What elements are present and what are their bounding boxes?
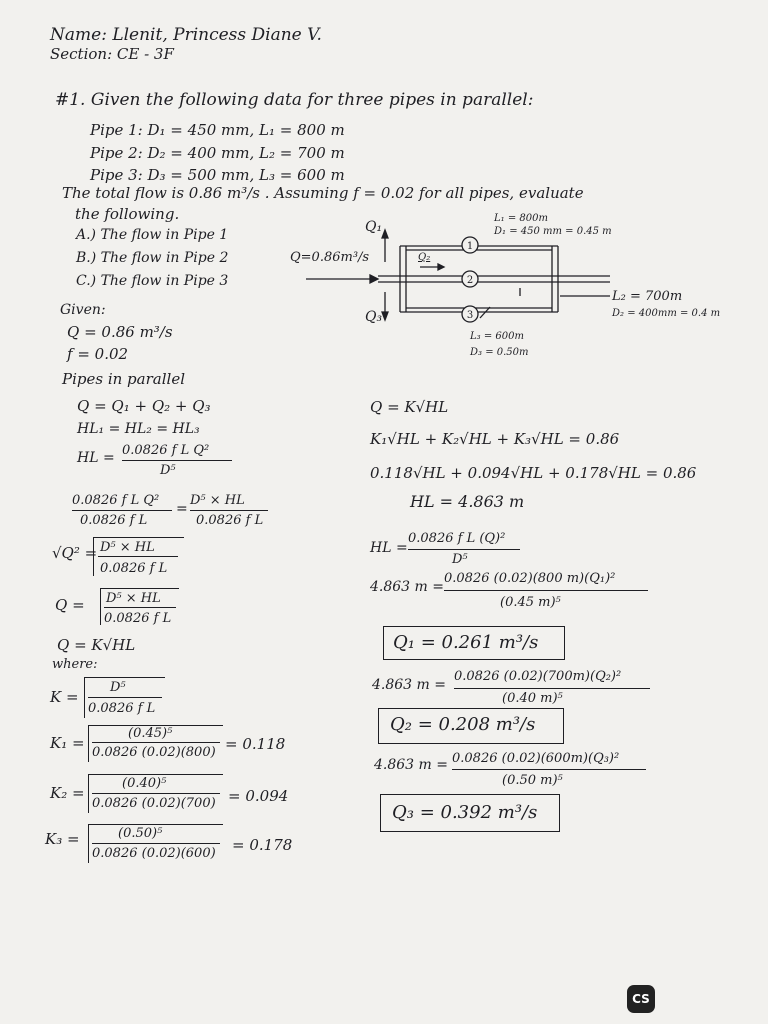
k1-bar xyxy=(92,742,220,743)
root-q2-bar xyxy=(98,556,178,557)
hl-formula-lhs: HL = xyxy=(77,450,115,466)
right-hl-bar xyxy=(408,549,520,550)
q3-equation-den: (0.50 m)⁵ xyxy=(502,773,563,788)
q2-equation-den: (0.40 m)⁵ xyxy=(502,691,563,706)
hl-formula-den: D⁵ xyxy=(160,463,176,478)
pipe-3-data: Pipe 3: D₃ = 500 mm, L₃ = 600 m xyxy=(90,166,345,184)
rearrange-lhs-num: 0.0826 f L Q² xyxy=(72,493,160,508)
rearrange-rhs-den: 0.0826 f L xyxy=(196,513,264,528)
q2-label: Q₂ xyxy=(418,252,431,263)
k-definition-bar xyxy=(88,697,162,698)
q-root-den: 0.0826 f L xyxy=(104,611,172,626)
k-definition-num: D⁵ xyxy=(110,680,126,695)
k3-bar xyxy=(92,843,220,844)
pipe-2-length: L₂ = 700m xyxy=(612,289,683,304)
q3-equation-lhs: 4.863 m = xyxy=(374,757,448,773)
q2-flow-arrowhead xyxy=(438,264,444,270)
k2-lhs: K₂ = xyxy=(50,784,85,802)
student-section: Section: CE - 3F xyxy=(50,45,174,63)
q1-arrowhead xyxy=(382,230,388,238)
root-q2-num: D⁵ × HL xyxy=(100,540,155,555)
equal-headloss: HL₁ = HL₂ = HL₃ xyxy=(77,421,200,437)
pipe-2-diameter: D₂ = 400mm = 0.4 m xyxy=(612,308,721,319)
problem-statement-2: The total flow is 0.86 m³/s . Assuming f = 0.02 for all pipes, evaluate xyxy=(62,184,584,202)
q1-equation-den: (0.45 m)⁵ xyxy=(500,595,561,610)
k1-num: (0.45)⁵ xyxy=(128,726,173,741)
q2-equation-bar xyxy=(454,688,650,689)
q1-equation-bar xyxy=(444,590,648,591)
k1-lhs: K₁ = xyxy=(50,734,85,752)
q-root-num: D⁵ × HL xyxy=(106,591,161,606)
pipe-3-number: 3 xyxy=(466,310,474,321)
pipe-2-data: Pipe 2: D₂ = 400 mm, L₂ = 700 m xyxy=(90,144,345,162)
pipes-in-parallel: Pipes in parallel xyxy=(62,370,185,388)
q2-result: Q₂ = 0.208 m³/s xyxy=(390,714,536,735)
given-f: f = 0.02 xyxy=(67,345,129,363)
rearrange-lhs-bar xyxy=(72,510,172,511)
q1-result: Q₁ = 0.261 m³/s xyxy=(393,632,539,653)
q3-equation-bar xyxy=(452,769,646,770)
k3-lhs: K₃ = xyxy=(45,830,80,848)
rearrange-rhs-num: D⁵ × HL xyxy=(190,493,245,508)
pipe-3-length: L₃ = 600m xyxy=(470,331,524,342)
root-q2-den: 0.0826 f L xyxy=(100,561,168,576)
student-name: Name: Llenit, Princess Diane V. xyxy=(50,25,322,45)
task-b: B.) The flow in Pipe 2 xyxy=(76,250,229,266)
q2-equation-num: 0.0826 (0.02)(700m)(Q₂)² xyxy=(454,669,622,684)
problem-statement: #1. Given the following data for three pipes in parallel: xyxy=(55,90,534,110)
given-q: Q = 0.86 m³/s xyxy=(67,323,173,341)
pipe-1-number: 1 xyxy=(466,241,474,252)
q2-equation-lhs: 4.863 m = xyxy=(372,677,446,693)
k-definition-lhs: K = xyxy=(50,688,79,706)
k3-den: 0.0826 (0.02)(600) xyxy=(92,846,216,861)
hl-formula-bar xyxy=(122,460,232,461)
k2-result: = 0.094 xyxy=(228,787,289,805)
q1-label: Q₁ xyxy=(365,219,383,235)
pipe-1-diameter: D₁ = 450 mm = 0.45 m xyxy=(494,226,612,237)
k1-result: = 0.118 xyxy=(225,735,286,753)
k2-num: (0.40)⁵ xyxy=(122,776,167,791)
given-heading: Given: xyxy=(60,302,106,318)
q-equals-k-root-hl: Q = K√HL xyxy=(57,636,136,654)
q3-equation-num: 0.0826 (0.02)(600m)(Q₃)² xyxy=(452,751,620,766)
q1-equation-num: 0.0826 (0.02)(800 m)(Q₁)² xyxy=(444,571,616,586)
inflow-arrowhead xyxy=(370,275,378,283)
rearrange-rhs-bar xyxy=(190,510,268,511)
hl-formula-num: 0.0826 f L Q² xyxy=(122,443,210,458)
k1-den: 0.0826 (0.02)(800) xyxy=(92,745,216,760)
q3-arrowhead xyxy=(382,312,388,320)
k2-den: 0.0826 (0.02)(700) xyxy=(92,796,216,811)
where-label: where: xyxy=(52,657,98,672)
camscanner-logo-text: CS xyxy=(632,992,650,1006)
q-root-bar xyxy=(104,607,176,608)
q3-result: Q₃ = 0.392 m³/s xyxy=(392,802,538,823)
k3-result: = 0.178 xyxy=(232,836,293,854)
pipe-3-diameter: D₃ = 0.50m xyxy=(470,347,529,358)
right-hl-lhs: HL = xyxy=(370,540,408,556)
rearrange-equals: = xyxy=(176,501,188,517)
pipe-2-number: 2 xyxy=(466,275,474,286)
continuity-equation: Q = Q₁ + Q₂ + Q₃ xyxy=(77,397,211,415)
k2-bar xyxy=(92,793,220,794)
task-c: C.) The flow in Pipe 3 xyxy=(76,273,229,289)
task-a: A.) The flow in Pipe 1 xyxy=(76,227,229,243)
sum-k-equation: K₁√HL + K₂√HL + K₃√HL = 0.86 xyxy=(370,430,620,448)
q3-label: Q₃ xyxy=(365,309,383,325)
sum-numeric-equation: 0.118√HL + 0.094√HL + 0.178√HL = 0.86 xyxy=(370,464,697,482)
camscanner-logo xyxy=(627,985,655,1013)
k3-num: (0.50)⁵ xyxy=(118,826,163,841)
rearrange-lhs-den: 0.0826 f L xyxy=(80,513,148,528)
q1-equation-lhs: 4.863 m = xyxy=(370,579,444,595)
headloss-result: HL = 4.863 m xyxy=(410,492,525,511)
problem-statement-3: the following. xyxy=(75,205,180,223)
q-root-lhs: Q = xyxy=(55,596,85,614)
right-hl-num: 0.0826 f L (Q)² xyxy=(408,531,506,546)
pipe-1-data: Pipe 1: D₁ = 450 mm, L₁ = 800 m xyxy=(90,121,345,139)
pipe-1-length: L₁ = 800m xyxy=(494,213,548,224)
root-q2-lhs: √Q² = xyxy=(52,544,98,562)
q-total-label: Q=0.86m³/s xyxy=(290,250,370,265)
right-q-khl: Q = K√HL xyxy=(370,398,449,416)
k-definition-den: 0.0826 f L xyxy=(88,701,156,716)
right-hl-den: D⁵ xyxy=(452,552,468,567)
